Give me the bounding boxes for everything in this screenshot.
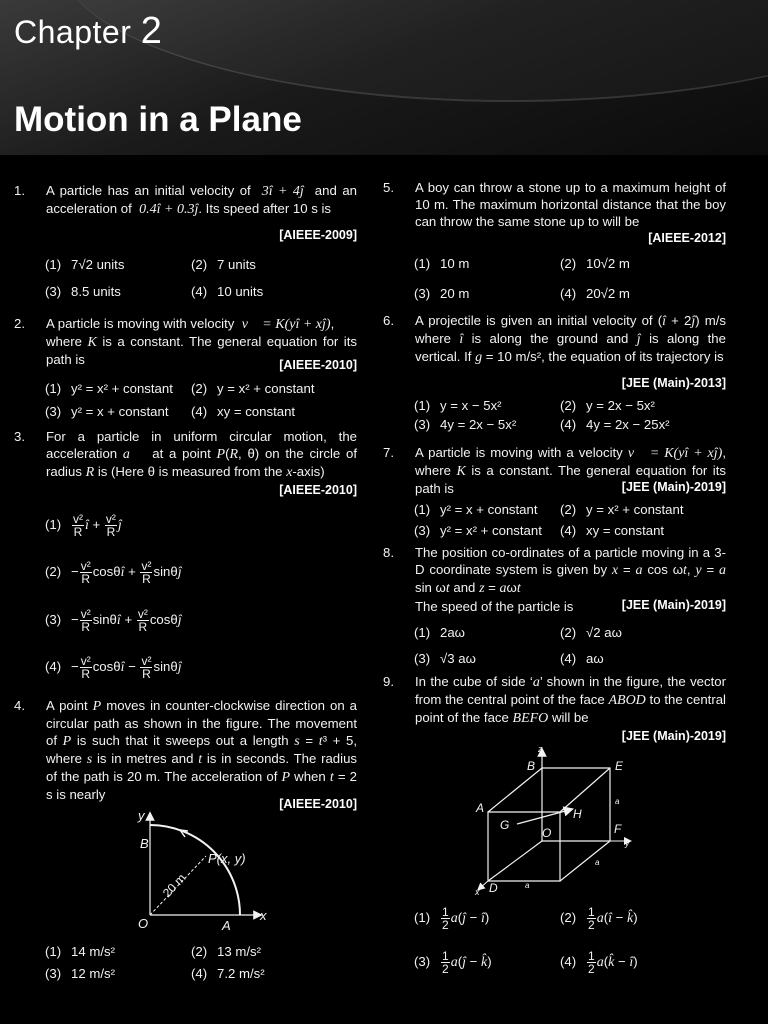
- question-text: A boy can throw a stone up to a maximum height of 10 m. The maximum horizontal distance that the boy can throw the same stone up to will be: [415, 180, 726, 229]
- x-axis: [480, 881, 488, 888]
- question-text: A point P moves in counter-clockwise direction on a circular path as shown in the figure. The movement of P is such that it sweeps out a length s = t³ + 5, where s is in metres and t is in seconds. The radius of the path is 20 m. The acceleration of P when t = 2 s is nearly: [46, 698, 358, 802]
- question-number: 9.: [383, 674, 394, 689]
- option[interactable]: (2) $\frac{1}{2}$ a(î − k̂): [560, 905, 638, 932]
- svg-text:a: a: [595, 858, 600, 867]
- question-source: [AIEEE-2010]: [279, 797, 357, 811]
- chapter-label: [14, 10, 162, 53]
- question-source: [AIEEE-2012]: [648, 231, 726, 245]
- question-number: 4.: [14, 698, 25, 713]
- svg-text:a: a: [525, 881, 530, 890]
- option[interactable]: (1) 7√2 units: [45, 257, 125, 272]
- option[interactable]: (4) 20√2 m: [560, 286, 630, 301]
- option[interactable]: (1) $\frac{\text{v²}}{R}$ î + $\frac{\text{v²}}{R}$ ĵ: [45, 512, 122, 539]
- x-axis-label: x: [260, 908, 267, 923]
- svg-text:D: D: [489, 881, 498, 895]
- question-source: [JEE (Main)-2013]: [621, 376, 726, 390]
- svg-text:H: H: [573, 807, 582, 821]
- point-p-label: P(x, y): [208, 851, 246, 866]
- svg-text:y: y: [625, 838, 630, 848]
- option[interactable]: (2) 7 units: [191, 257, 256, 272]
- y-axis-label: y: [138, 808, 145, 823]
- option[interactable]: (3) $\frac{1}{2}$ a(ĵ − k̂): [414, 949, 492, 976]
- header-swoosh-decoration: [60, 0, 768, 102]
- cube-figure: [465, 740, 645, 900]
- svg-text:G: G: [500, 818, 510, 832]
- option[interactable]: (3) 12 m/s²: [45, 966, 115, 981]
- option[interactable]: (3) 8.5 units: [45, 284, 121, 299]
- option[interactable]: (1) 2aω: [414, 625, 465, 640]
- point-b-label: B: [140, 836, 149, 851]
- svg-text:F: F: [614, 822, 622, 836]
- option[interactable]: (3) 4y = 2x − 5x²: [414, 417, 517, 432]
- question-source: [AIEEE-2010]: [279, 358, 357, 372]
- question-source: [AIEEE-2009]: [279, 228, 357, 242]
- question-source: [JEE (Main)-2019]: [621, 598, 726, 612]
- question-text: A particle has an initial velocity of 3î + 4ĵ and an acceleration of 0.4î + 0.3ĵ. Its speed after 10 s is: [46, 183, 357, 217]
- option[interactable]: (2) 10√2 m: [560, 256, 630, 271]
- question-text: The position co-ordinates of a particle moving in a 3-D coordinate system is given by x = a cos ωt, y = a sin ωt and z = aωt: [415, 545, 727, 596]
- option[interactable]: (3) y² = x² + constant: [414, 523, 542, 538]
- option[interactable]: (1) 10 m: [414, 256, 470, 271]
- chapter-number: 2: [140, 10, 163, 52]
- option[interactable]: (4) xy = constant: [560, 523, 665, 538]
- question-8-subtext: The speed of the particle is: [415, 599, 574, 614]
- cube-back-face: [542, 768, 610, 841]
- option[interactable]: (1) 14 m/s²: [45, 944, 115, 959]
- option[interactable]: (4) $\frac{1}{2}$ a(k̂ − î): [560, 949, 638, 976]
- svg-text:x: x: [475, 887, 480, 897]
- question-text: A particle is moving with velocity v⃗ = K(yî + xĵ), where K is a constant. The general equation for its path is: [46, 316, 357, 367]
- option[interactable]: (1) $\frac{1}{2}$ a(ĵ − î): [414, 905, 490, 932]
- option[interactable]: (2) y = 2x − 5x²: [560, 398, 655, 413]
- option[interactable]: (1) y² = x + constant: [414, 502, 538, 517]
- option[interactable]: (2) y = x² + constant: [560, 502, 684, 517]
- option[interactable]: (4) xy = constant: [191, 404, 296, 419]
- option[interactable]: (4) aω: [560, 651, 604, 666]
- svg-text:a: a: [615, 797, 620, 806]
- question-number: 7.: [383, 445, 394, 460]
- question-source: [AIEEE-2010]: [279, 483, 357, 497]
- svg-text:E: E: [615, 759, 624, 773]
- option[interactable]: (2) 13 m/s²: [191, 944, 261, 959]
- option[interactable]: (2) − $\frac{\text{v²}}{R}$ cosθî + $\frac{\text{v²}}{R}$ sinθĵ: [45, 559, 182, 586]
- option[interactable]: (2) √2 aω: [560, 625, 622, 640]
- question-text: A particle is moving with a velocity v⃗ = K(yî + xĵ), where K is a constant. The general equation for its path is: [415, 445, 726, 496]
- option[interactable]: (4) 7.2 m/s²: [191, 966, 265, 981]
- question-number: 5.: [383, 180, 394, 195]
- option[interactable]: (4) − $\frac{\text{v²}}{R}$ cosθî − $\frac{\text{v²}}{R}$ sinθĵ: [45, 654, 182, 681]
- circular-path-figure: [130, 808, 280, 938]
- radius-label: 20 m: [159, 870, 189, 901]
- option[interactable]: (3) 20 m: [414, 286, 470, 301]
- question-number: 6.: [383, 313, 394, 328]
- option[interactable]: (3) √3 aω: [414, 651, 476, 666]
- option[interactable]: (4) 4y = 2x − 25x²: [560, 417, 670, 432]
- origin-label: O: [138, 916, 149, 931]
- question-text: A projectile is given an initial velocity of (î + 2ĵ) m/s where î is along the ground and ĵ is along the vertical. If g = 10 m/s², the equation of its trajectory is: [415, 313, 726, 365]
- question-text: For a particle in uniform circular motion, the acceleration a⃗ at a point P(R, θ) on the circle of radius R is (Here θ is measured from the x-axis): [46, 429, 357, 480]
- question-number: 1.: [14, 183, 25, 198]
- svg-text:O: O: [542, 826, 552, 840]
- question-number: 3.: [14, 429, 25, 444]
- question-source: [JEE (Main)-2019]: [621, 729, 726, 743]
- chapter-header: [0, 0, 768, 155]
- option[interactable]: (3) − $\frac{\text{v²}}{R}$ sinθî + $\frac{\text{v²}}{R}$ cosθĵ: [45, 607, 182, 634]
- svg-text:z: z: [538, 744, 543, 754]
- svg-text:A: A: [476, 801, 485, 815]
- page-title: Motion in a Plane: [14, 100, 302, 139]
- option[interactable]: (3) y² = x + constant: [45, 404, 169, 419]
- question-number: 2.: [14, 316, 25, 331]
- option[interactable]: (4) 10 units: [191, 284, 264, 299]
- point-a-label: A: [222, 918, 231, 933]
- question-text: In the cube of side ‘a’ shown in the figure, the vector from the central point of the face ABOD to the central point of the face BEFO will be: [415, 674, 726, 726]
- svg-text:B: B: [527, 759, 536, 773]
- option[interactable]: (1) y² = x² + constant: [45, 381, 173, 396]
- question-source: [JEE (Main)-2019]: [621, 480, 726, 494]
- option[interactable]: (1) y = x − 5x²: [414, 398, 502, 413]
- question-number: 8.: [383, 545, 394, 560]
- circular-arc: [150, 825, 240, 915]
- option[interactable]: (2) y = x² + constant: [191, 381, 315, 396]
- chapter-word: Chapter: [14, 14, 132, 50]
